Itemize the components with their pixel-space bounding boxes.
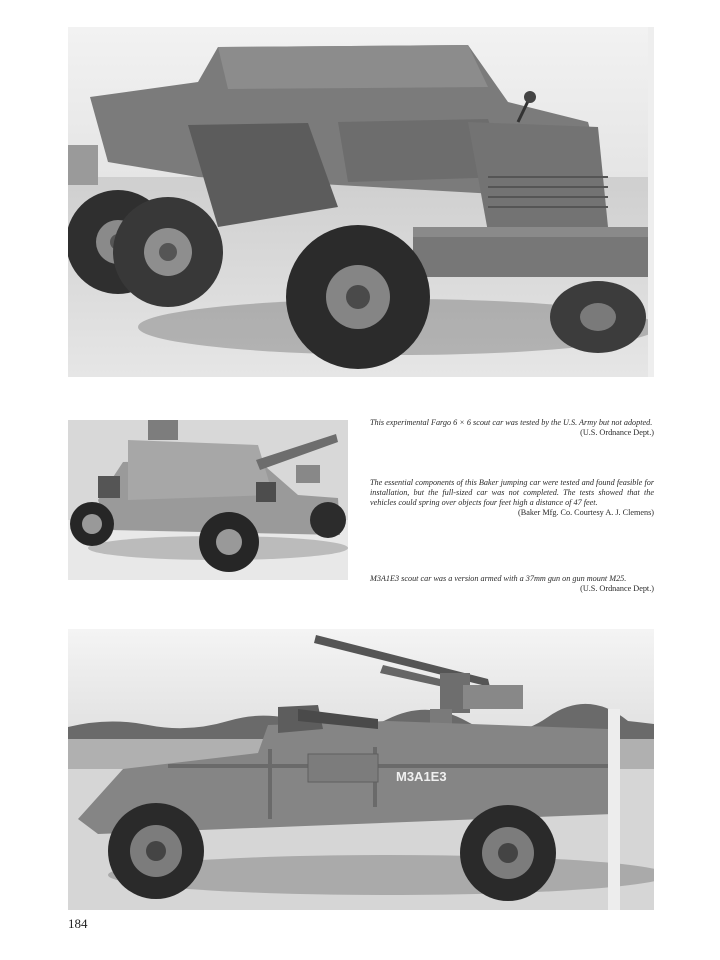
- caption-credit: (U.S. Ordnance Dept.): [580, 584, 654, 593]
- vehicle-marking: M3A1E3: [396, 769, 447, 784]
- caption-text: This experimental Fargo 6 × 6 scout car was tested by the U.S. Army but not adopted.: [370, 418, 653, 427]
- caption-credit: (Baker Mfg. Co. Courtesy A. J. Clemens): [518, 508, 654, 517]
- caption-fargo: [370, 418, 654, 438]
- photo-baker-jumping-car: [68, 420, 348, 580]
- photo-fargo-scout-car: [68, 27, 654, 377]
- caption-credit: (U.S. Ordnance Dept.): [580, 428, 654, 437]
- page-number: 184: [68, 916, 88, 931]
- caption-baker: [370, 478, 654, 518]
- caption-text: The essential components of this Baker jumping car were tested and found feasible for installation, but the full-sized car was not completed. The tests showed that the vehicles could spring over objects four feet high a distance of 47 feet.: [370, 478, 654, 507]
- caption-text: M3A1E3 scout car was a version armed with a 37mm gun on gun mount M25.: [370, 574, 627, 583]
- photo-m3a1e3-scout-car: [68, 629, 654, 910]
- caption-m3a1e3: [370, 574, 654, 594]
